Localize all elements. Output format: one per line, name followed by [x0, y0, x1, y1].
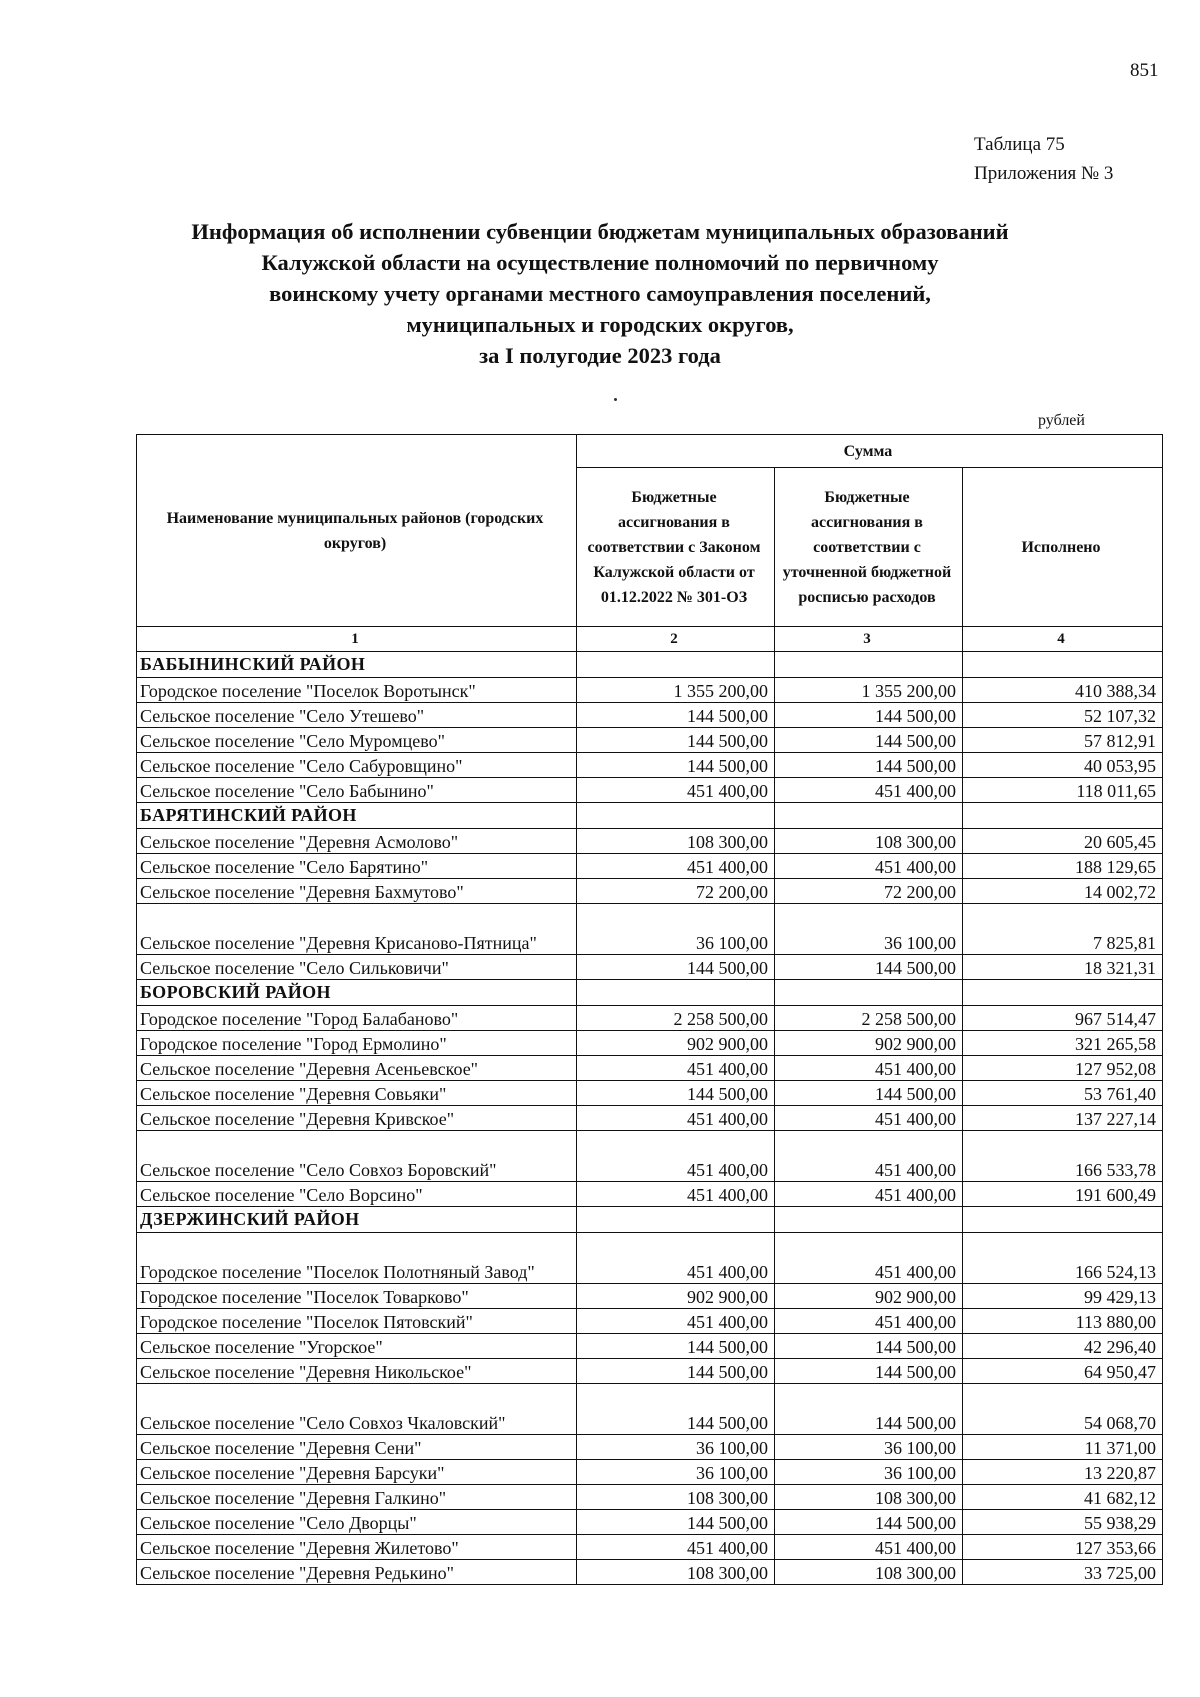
executed-cell: 33 725,00 — [963, 1560, 1163, 1585]
district-header-row — [137, 803, 1163, 829]
planned-allocation-cell: 451 400,00 — [775, 1309, 963, 1334]
law-allocation-cell: 144 500,00 — [577, 955, 775, 980]
table-row — [137, 1510, 1163, 1535]
law-allocation-cell: 108 300,00 — [577, 1485, 775, 1510]
settlement-name: Сельское поселение "Деревня Бахмутово" — [137, 879, 577, 904]
table-row — [137, 1284, 1163, 1309]
planned-allocation-cell: 144 500,00 — [775, 1384, 963, 1435]
law-allocation-cell: 144 500,00 — [577, 1384, 775, 1435]
table-row — [137, 1460, 1163, 1485]
planned-allocation-cell: 108 300,00 — [775, 1560, 963, 1585]
law-allocation-cell: 451 400,00 — [577, 1106, 775, 1131]
table-header — [137, 435, 1163, 652]
executed-cell: 20 605,45 — [963, 829, 1163, 854]
column-number: 4 — [963, 627, 1163, 652]
settlement-name: Сельское поселение "Село Барятино" — [137, 854, 577, 879]
table-row — [137, 1535, 1163, 1560]
table-row — [137, 1560, 1163, 1585]
page-number: 851 — [1130, 60, 1159, 81]
law-allocation-cell: 451 400,00 — [577, 1182, 775, 1207]
executed-cell: 11 371,00 — [963, 1435, 1163, 1460]
empty-cell — [577, 1207, 775, 1233]
executed-cell: 127 952,08 — [963, 1056, 1163, 1081]
law-allocation-cell: 451 400,00 — [577, 1131, 775, 1182]
planned-allocation-cell: 144 500,00 — [775, 1359, 963, 1384]
table-row — [137, 854, 1163, 879]
law-allocation-cell: 902 900,00 — [577, 1031, 775, 1056]
law-allocation-cell: 451 400,00 — [577, 1056, 775, 1081]
settlement-name: Сельское поселение "Село Совхоз Чкаловский" — [137, 1384, 577, 1435]
executed-cell: 321 265,58 — [963, 1031, 1163, 1056]
executed-cell: 7 825,81 — [963, 904, 1163, 955]
table-row — [137, 1309, 1163, 1334]
planned-allocation-cell: 451 400,00 — [775, 1106, 963, 1131]
law-allocation-cell: 72 200,00 — [577, 879, 775, 904]
law-allocation-cell: 36 100,00 — [577, 904, 775, 955]
planned-allocation-cell: 451 400,00 — [775, 1233, 963, 1284]
appendix-label: Приложения № 3 — [974, 163, 1114, 184]
title-line: Информация об исполнении субвенции бюджетам муниципальных образований — [191, 219, 1009, 244]
executed-cell: 14 002,72 — [963, 879, 1163, 904]
settlement-name: Городское поселение "Поселок Воротынск" — [137, 678, 577, 703]
executed-cell: 57 812,91 — [963, 728, 1163, 753]
executed-cell: 64 950,47 — [963, 1359, 1163, 1384]
settlement-name: Сельское поселение "Деревня Асеньевское" — [137, 1056, 577, 1081]
settlement-name: Сельское поселение "Село Дворцы" — [137, 1510, 577, 1535]
table-row — [137, 1031, 1163, 1056]
law-allocation-cell: 144 500,00 — [577, 1359, 775, 1384]
title-line: муниципальных и городских округов, — [406, 312, 794, 337]
table-reference — [974, 130, 1113, 188]
law-allocation-cell: 451 400,00 — [577, 778, 775, 803]
executed-cell: 55 938,29 — [963, 1510, 1163, 1535]
planned-allocation-cell: 451 400,00 — [775, 1131, 963, 1182]
law-allocation-cell: 36 100,00 — [577, 1435, 775, 1460]
planned-allocation-cell: 144 500,00 — [775, 1510, 963, 1535]
subvention-table — [136, 434, 1163, 1585]
table-row — [137, 829, 1163, 854]
empty-cell — [577, 803, 775, 829]
settlement-name: Сельское поселение "Деревня Барсуки" — [137, 1460, 577, 1485]
planned-allocation-cell: 36 100,00 — [775, 904, 963, 955]
executed-cell: 188 129,65 — [963, 854, 1163, 879]
header-law-allocations: Бюджетные ассигнования в соответствии с Законом Калужской области от 01.12.2022 № 301-ОЗ — [577, 468, 775, 627]
law-allocation-cell: 108 300,00 — [577, 829, 775, 854]
planned-allocation-cell: 36 100,00 — [775, 1460, 963, 1485]
table-body — [137, 652, 1163, 1585]
planned-allocation-cell: 144 500,00 — [775, 1334, 963, 1359]
table-row — [137, 1384, 1163, 1435]
title-line: воинскому учету органами местного самоуправления поселений, — [269, 281, 931, 306]
executed-cell: 166 533,78 — [963, 1131, 1163, 1182]
table-row — [137, 1334, 1163, 1359]
law-allocation-cell: 144 500,00 — [577, 1334, 775, 1359]
law-allocation-cell: 451 400,00 — [577, 1233, 775, 1284]
planned-allocation-cell: 451 400,00 — [775, 778, 963, 803]
law-allocation-cell: 36 100,00 — [577, 1460, 775, 1485]
executed-cell: 42 296,40 — [963, 1334, 1163, 1359]
empty-cell — [775, 652, 963, 678]
law-allocation-cell: 1 355 200,00 — [577, 678, 775, 703]
settlement-name: Сельское поселение "Село Совхоз Боровский" — [137, 1131, 577, 1182]
executed-cell: 41 682,12 — [963, 1485, 1163, 1510]
document-title — [120, 216, 1080, 371]
table-row — [137, 1006, 1163, 1031]
header-sum: Сумма — [577, 435, 1163, 468]
law-allocation-cell: 144 500,00 — [577, 1510, 775, 1535]
settlement-name: Сельское поселение "Деревня Сени" — [137, 1435, 577, 1460]
settlement-name: Сельское поселение "Угорское" — [137, 1334, 577, 1359]
executed-cell: 967 514,47 — [963, 1006, 1163, 1031]
empty-cell — [775, 803, 963, 829]
column-number: 2 — [577, 627, 775, 652]
table-row — [137, 1081, 1163, 1106]
table-row — [137, 1233, 1163, 1284]
planned-allocation-cell: 144 500,00 — [775, 728, 963, 753]
executed-cell: 18 321,31 — [963, 955, 1163, 980]
table-row — [137, 955, 1163, 980]
settlement-name: Городское поселение "Поселок Пятовский" — [137, 1309, 577, 1334]
empty-cell — [775, 980, 963, 1006]
scan-speck — [614, 398, 617, 401]
header-planned-allocations: Бюджетные ассигнования в соответствии с уточненной бюджетной росписью расходов — [775, 468, 963, 627]
settlement-name: Городское поселение "Город Ермолино" — [137, 1031, 577, 1056]
settlement-name: Сельское поселение "Деревня Галкино" — [137, 1485, 577, 1510]
law-allocation-cell: 451 400,00 — [577, 854, 775, 879]
settlement-name: Сельское поселение "Деревня Асмолово" — [137, 829, 577, 854]
executed-cell: 13 220,87 — [963, 1460, 1163, 1485]
settlement-name: Городское поселение "Поселок Полотняный Завод" — [137, 1233, 577, 1284]
executed-cell: 40 053,95 — [963, 753, 1163, 778]
empty-cell — [577, 980, 775, 1006]
settlement-name: Сельское поселение "Село Бабынино" — [137, 778, 577, 803]
executed-cell: 191 600,49 — [963, 1182, 1163, 1207]
header-executed: Исполнено — [963, 468, 1163, 627]
district-name: ДЗЕРЖИНСКИЙ РАЙОН — [137, 1207, 577, 1233]
law-allocation-cell: 902 900,00 — [577, 1284, 775, 1309]
table-row — [137, 703, 1163, 728]
law-allocation-cell: 144 500,00 — [577, 728, 775, 753]
table-row — [137, 1182, 1163, 1207]
executed-cell: 127 353,66 — [963, 1535, 1163, 1560]
settlement-name: Сельское поселение "Село Сильковичи" — [137, 955, 577, 980]
law-allocation-cell: 451 400,00 — [577, 1309, 775, 1334]
table-row — [137, 1131, 1163, 1182]
law-allocation-cell: 108 300,00 — [577, 1560, 775, 1585]
executed-cell: 54 068,70 — [963, 1384, 1163, 1435]
settlement-name: Сельское поселение "Деревня Совьяки" — [137, 1081, 577, 1106]
table-row — [137, 778, 1163, 803]
column-number: 1 — [137, 627, 577, 652]
table-row — [137, 1056, 1163, 1081]
header-name: Наименование муниципальных районов (городских округов) — [137, 435, 577, 627]
district-header-row — [137, 980, 1163, 1006]
table-row — [137, 1435, 1163, 1460]
empty-cell — [963, 1207, 1163, 1233]
law-allocation-cell: 451 400,00 — [577, 1535, 775, 1560]
settlement-name: Сельское поселение "Деревня Никольское" — [137, 1359, 577, 1384]
planned-allocation-cell: 902 900,00 — [775, 1284, 963, 1309]
table-row — [137, 1485, 1163, 1510]
district-header-row — [137, 1207, 1163, 1233]
empty-cell — [577, 652, 775, 678]
settlement-name: Сельское поселение "Село Утешево" — [137, 703, 577, 728]
planned-allocation-cell: 1 355 200,00 — [775, 678, 963, 703]
settlement-name: Сельское поселение "Село Ворсино" — [137, 1182, 577, 1207]
table-row — [137, 678, 1163, 703]
planned-allocation-cell: 144 500,00 — [775, 955, 963, 980]
table-row — [137, 879, 1163, 904]
settlement-name: Сельское поселение "Деревня Редькино" — [137, 1560, 577, 1585]
units-label: рублей — [1038, 412, 1085, 429]
title-line: за I полугодие 2023 года — [479, 343, 721, 368]
planned-allocation-cell: 451 400,00 — [775, 1535, 963, 1560]
planned-allocation-cell: 108 300,00 — [775, 829, 963, 854]
planned-allocation-cell: 108 300,00 — [775, 1485, 963, 1510]
planned-allocation-cell: 902 900,00 — [775, 1031, 963, 1056]
table-row — [137, 1359, 1163, 1384]
title-line: Калужской области на осуществление полномочий по первичному — [261, 250, 939, 275]
settlement-name: Сельское поселение "Село Сабуровщино" — [137, 753, 577, 778]
empty-cell — [963, 803, 1163, 829]
table-row — [137, 904, 1163, 955]
executed-cell: 166 524,13 — [963, 1233, 1163, 1284]
table-row — [137, 753, 1163, 778]
planned-allocation-cell: 451 400,00 — [775, 1056, 963, 1081]
planned-allocation-cell: 451 400,00 — [775, 854, 963, 879]
planned-allocation-cell: 144 500,00 — [775, 1081, 963, 1106]
executed-cell: 53 761,40 — [963, 1081, 1163, 1106]
executed-cell: 113 880,00 — [963, 1309, 1163, 1334]
planned-allocation-cell: 451 400,00 — [775, 1182, 963, 1207]
planned-allocation-cell: 144 500,00 — [775, 753, 963, 778]
table-row — [137, 728, 1163, 753]
table-row — [137, 1106, 1163, 1131]
executed-cell: 410 388,34 — [963, 678, 1163, 703]
column-number: 3 — [775, 627, 963, 652]
executed-cell: 118 011,65 — [963, 778, 1163, 803]
law-allocation-cell: 144 500,00 — [577, 753, 775, 778]
planned-allocation-cell: 36 100,00 — [775, 1435, 963, 1460]
executed-cell: 52 107,32 — [963, 703, 1163, 728]
settlement-name: Городское поселение "Поселок Товарково" — [137, 1284, 577, 1309]
empty-cell — [775, 1207, 963, 1233]
district-name: БАБЫНИНСКИЙ РАЙОН — [137, 652, 577, 678]
law-allocation-cell: 144 500,00 — [577, 703, 775, 728]
settlement-name: Сельское поселение "Деревня Кривское" — [137, 1106, 577, 1131]
empty-cell — [963, 652, 1163, 678]
settlement-name: Городское поселение "Город Балабаново" — [137, 1006, 577, 1031]
planned-allocation-cell: 2 258 500,00 — [775, 1006, 963, 1031]
table-label: Таблица 75 — [974, 134, 1065, 155]
settlement-name: Сельское поселение "Деревня Крисаново-Пятница" — [137, 904, 577, 955]
planned-allocation-cell: 144 500,00 — [775, 703, 963, 728]
settlement-name: Сельское поселение "Деревня Жилетово" — [137, 1535, 577, 1560]
settlement-name: Сельское поселение "Село Муромцево" — [137, 728, 577, 753]
law-allocation-cell: 144 500,00 — [577, 1081, 775, 1106]
executed-cell: 137 227,14 — [963, 1106, 1163, 1131]
planned-allocation-cell: 72 200,00 — [775, 879, 963, 904]
law-allocation-cell: 2 258 500,00 — [577, 1006, 775, 1031]
empty-cell — [963, 980, 1163, 1006]
district-header-row — [137, 652, 1163, 678]
district-name: БОРОВСКИЙ РАЙОН — [137, 980, 577, 1006]
executed-cell: 99 429,13 — [963, 1284, 1163, 1309]
district-name: БАРЯТИНСКИЙ РАЙОН — [137, 803, 577, 829]
